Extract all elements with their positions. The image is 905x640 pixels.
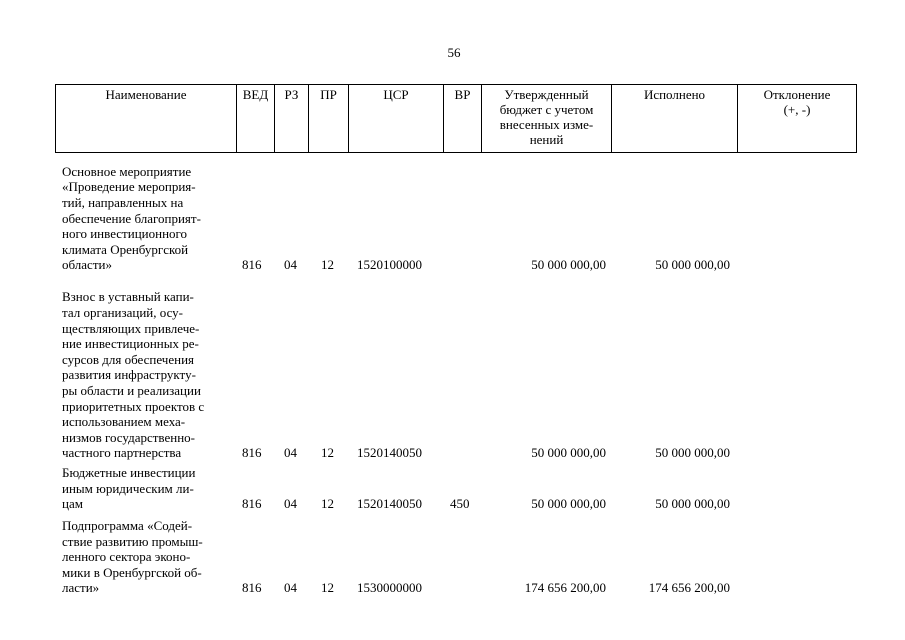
page-number: 56 — [447, 45, 461, 60]
table-row — [0, 273, 905, 461]
row-pr: 12 — [321, 257, 334, 273]
header-pr: ПР — [320, 87, 337, 102]
row-pr: 12 — [321, 496, 334, 512]
row-name: Подпрограмма «Содей- ствие развитию промыш- ленного сектора эконо- мики в Оренбургской об- ласти» — [62, 518, 203, 596]
row-rz: 04 — [284, 257, 297, 273]
row-name: Взнос в уставный капи- тал организаций, осу- ществляющих привлече- ние инвестиционных ре- сурсов для обеспечения развития инфраструкту- ры области и реализации приоритетных проектов с использованием меха- низмов государственно- частного партнерства — [62, 289, 205, 461]
header-budget: Утвержденный бюджет с учетом внесенных изме- нений — [499, 87, 594, 147]
row-name: Бюджетные инвестиции иным юридическим ли- цам — [62, 465, 196, 512]
table-header — [55, 84, 857, 153]
row-ved: 816 — [242, 496, 262, 512]
header-vr: ВР — [454, 87, 471, 102]
row-csr: 1520140050 — [357, 445, 422, 461]
header-done: Исполнено — [643, 87, 706, 102]
header-done-cell — [611, 85, 737, 152]
header-csr: ЦСР — [383, 87, 409, 102]
header-rz: РЗ — [284, 87, 299, 102]
header-ved-cell — [236, 85, 274, 152]
header-csr-cell — [348, 85, 443, 152]
row-csr: 1520140050 — [357, 496, 422, 512]
row-done: 50 000 000,00 — [655, 445, 730, 461]
row-pr: 12 — [321, 445, 334, 461]
table-row — [0, 461, 905, 512]
row-budget: 50 000 000,00 — [531, 445, 606, 461]
row-rz: 04 — [284, 496, 297, 512]
row-ved: 816 — [242, 445, 262, 461]
header-rz-cell — [274, 85, 308, 152]
row-done: 174 656 200,00 — [648, 580, 730, 596]
table-row — [0, 153, 905, 273]
header-name: Наименование — [105, 87, 187, 102]
row-done: 50 000 000,00 — [655, 257, 730, 273]
row-name: Основное мероприятие «Проведение мероприя- тий, направленных на обеспечение благоприят- ного инвестиционного климата Оренбургской области» — [62, 163, 201, 273]
row-ved: 816 — [242, 580, 262, 596]
row-vr: 450 — [450, 496, 470, 512]
row-budget: 50 000 000,00 — [531, 496, 606, 512]
row-pr: 12 — [321, 580, 334, 596]
row-csr: 1520100000 — [357, 257, 422, 273]
header-deviation: Отклонение (+, -) — [763, 87, 831, 117]
header-pr-cell — [308, 85, 348, 152]
header-ved: ВЕД — [242, 87, 269, 102]
row-done: 50 000 000,00 — [655, 496, 730, 512]
row-csr: 1530000000 — [357, 580, 422, 596]
header-deviation-cell — [737, 85, 856, 152]
row-ved: 816 — [242, 257, 262, 273]
row-rz: 04 — [284, 445, 297, 461]
header-name-cell — [56, 85, 236, 152]
header-budget-cell — [481, 85, 611, 152]
table-row — [0, 512, 905, 596]
header-vr-cell — [443, 85, 481, 152]
row-budget: 50 000 000,00 — [531, 257, 606, 273]
row-rz: 04 — [284, 580, 297, 596]
row-budget: 174 656 200,00 — [524, 580, 606, 596]
